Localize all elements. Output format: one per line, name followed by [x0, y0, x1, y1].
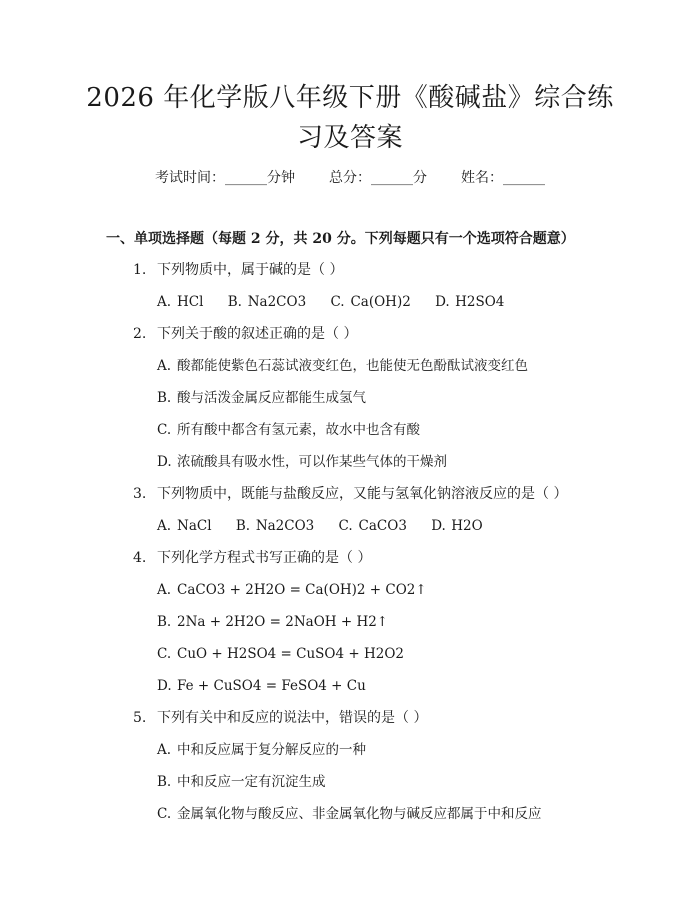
student-name-field: 姓名：______	[461, 170, 545, 186]
question-text: 下列关于酸的叙述正确的是（ ）	[157, 326, 358, 342]
option-c: C. 所有酸中都含有氢元素，故水中也含有酸	[157, 422, 420, 438]
question-1-options	[157, 291, 524, 313]
option-a: A. HCl	[157, 294, 204, 310]
question-text: 下列有关中和反应的说法中，错误的是（ ）	[157, 710, 428, 726]
question-text: 下列化学方程式书写正确的是（ ）	[157, 550, 372, 566]
title-line-2: 习及答案	[296, 123, 403, 153]
option-c: C. Ca(OH)2	[330, 294, 411, 310]
exam-time-field: 考试时间：______分钟	[155, 170, 295, 186]
option-a: A. 中和反应属于复分解反应的一种	[157, 742, 366, 758]
question-number: 1.	[133, 262, 147, 278]
title-line-1: 2026 年化学版八年级下册《酸碱盐》综合练	[86, 83, 614, 113]
option-c: C. CaCO3	[338, 518, 407, 534]
option-a: A. CaCO3 + 2H2O = Ca(OH)2 + CO2↑	[157, 582, 427, 598]
option-b: B. 中和反应一定有沉淀生成	[157, 774, 326, 790]
option-a: A. 酸都能使紫色石蕊试液变红色，也能使无色酚酞试液变红色	[157, 358, 528, 374]
option-b: B. Na2CO3	[227, 294, 307, 310]
option-c: C. 金属氧化物与酸反应、非金属氧化物与碱反应都属于中和反应	[157, 806, 542, 822]
option-d: D. Fe + CuSO4 = FeSO4 + Cu	[157, 678, 366, 694]
question-number: 4.	[133, 550, 147, 566]
section-heading-single-choice: 一、单项选择题（每题 2 分，共 20 分。下列每题只有一个选项符合题意）	[106, 231, 575, 247]
exam-meta-line	[0, 168, 700, 188]
option-d: D. 浓硫酸具有吸水性，可以作某些气体的干燥剂	[157, 454, 447, 470]
question-3-options	[157, 515, 503, 537]
total-score-field: 总分：______分	[329, 170, 427, 186]
question-text: 下列物质中，属于碱的是（ ）	[157, 262, 344, 278]
question-number: 5.	[133, 710, 147, 726]
option-a: A. NaCl	[157, 518, 212, 534]
option-c: C. CuO + H2SO4 = CuSO4 + H2O2	[157, 646, 404, 662]
option-d: D. H2SO4	[435, 294, 505, 310]
option-b: B. 酸与活泼金属反应都能生成氢气	[157, 390, 366, 406]
option-b: B. Na2CO3	[235, 518, 315, 534]
question-number: 2.	[133, 326, 147, 342]
option-b: B. 2Na + 2H2O = 2NaOH + H2↑	[157, 614, 389, 630]
question-text: 下列物质中，既能与盐酸反应，又能与氢氧化钠溶液反应的是（ ）	[157, 486, 568, 502]
question-number: 3.	[133, 486, 147, 502]
document-title	[70, 78, 630, 158]
option-d: D. H2O	[431, 518, 483, 534]
